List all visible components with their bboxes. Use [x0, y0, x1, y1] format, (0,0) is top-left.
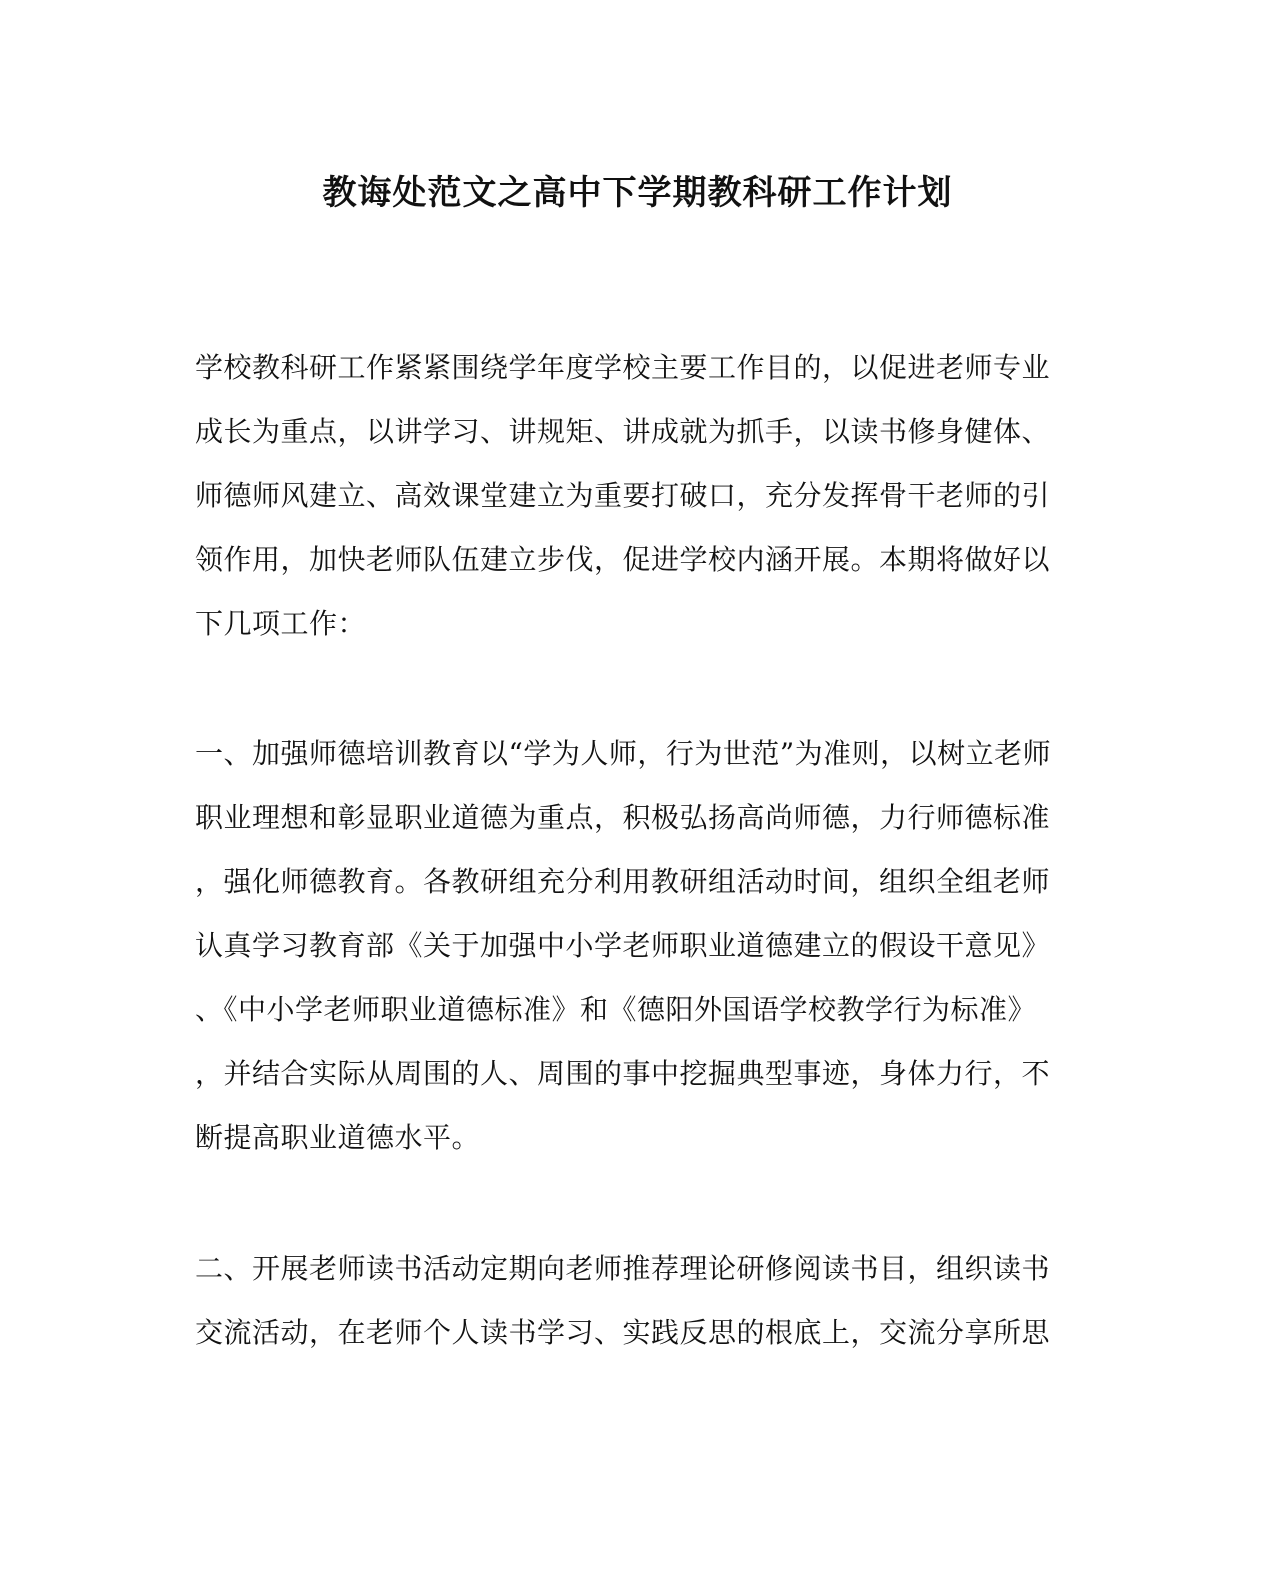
paragraph-line: 认真学习教育部《关于加强中小学老师职业道德建立的假设干意见》 — [195, 929, 1051, 962]
paragraph-line: 学校教科研工作紧紧围绕学年度学校主要工作目的，以促进老师专业 — [195, 351, 1051, 384]
paragraph-intro — [195, 336, 1065, 656]
paragraph-line: 二、开展老师读书活动定期向老师推荐理论研修阅读书目，组织读书 — [195, 1252, 1051, 1285]
paragraph-line: 师德师风建立、高效课堂建立为重要打破口，充分发挥骨干老师的引 — [195, 479, 1051, 512]
paragraph-section-2 — [195, 1237, 1065, 1365]
paragraph-section-1 — [195, 722, 1065, 1170]
paragraph-line: 、《中小学老师职业道德标准》和《德阳外国语学校教学行为标准》 — [195, 993, 1037, 1026]
paragraph-line: 下几项工作： — [195, 607, 367, 640]
paragraph-line: 交流活动，在老师个人读书学习、实践反思的根底上，交流分享所思 — [195, 1316, 1051, 1349]
paragraph-line: 一、加强师德培训教育以“学为人师，行为世范”为准则，以树立老师 — [195, 737, 1052, 770]
paragraph-line: ，并结合实际从周围的人、周围的事中挖掘典型事迹，身体力行，不 — [195, 1057, 1051, 1090]
paragraph-line: 领作用，加快老师队伍建立步伐，促进学校内涵开展。本期将做好以 — [195, 543, 1051, 576]
paragraph-line: 断提高职业道德水平。 — [195, 1121, 481, 1154]
paragraph-line: 职业理想和彰显职业道德为重点，积极弘扬高尚师德，力行师德标准 — [195, 801, 1051, 834]
paragraph-line: ，强化师德教育。各教研组充分利用教研组活动时间，组织全组老师 — [195, 865, 1051, 898]
paragraph-line: 成长为重点，以讲学习、讲规矩、讲成就为抓手，以读书修身健体、 — [195, 415, 1051, 448]
document-title: 教诲处范文之高中下学期教科研工作计划 — [322, 173, 953, 213]
